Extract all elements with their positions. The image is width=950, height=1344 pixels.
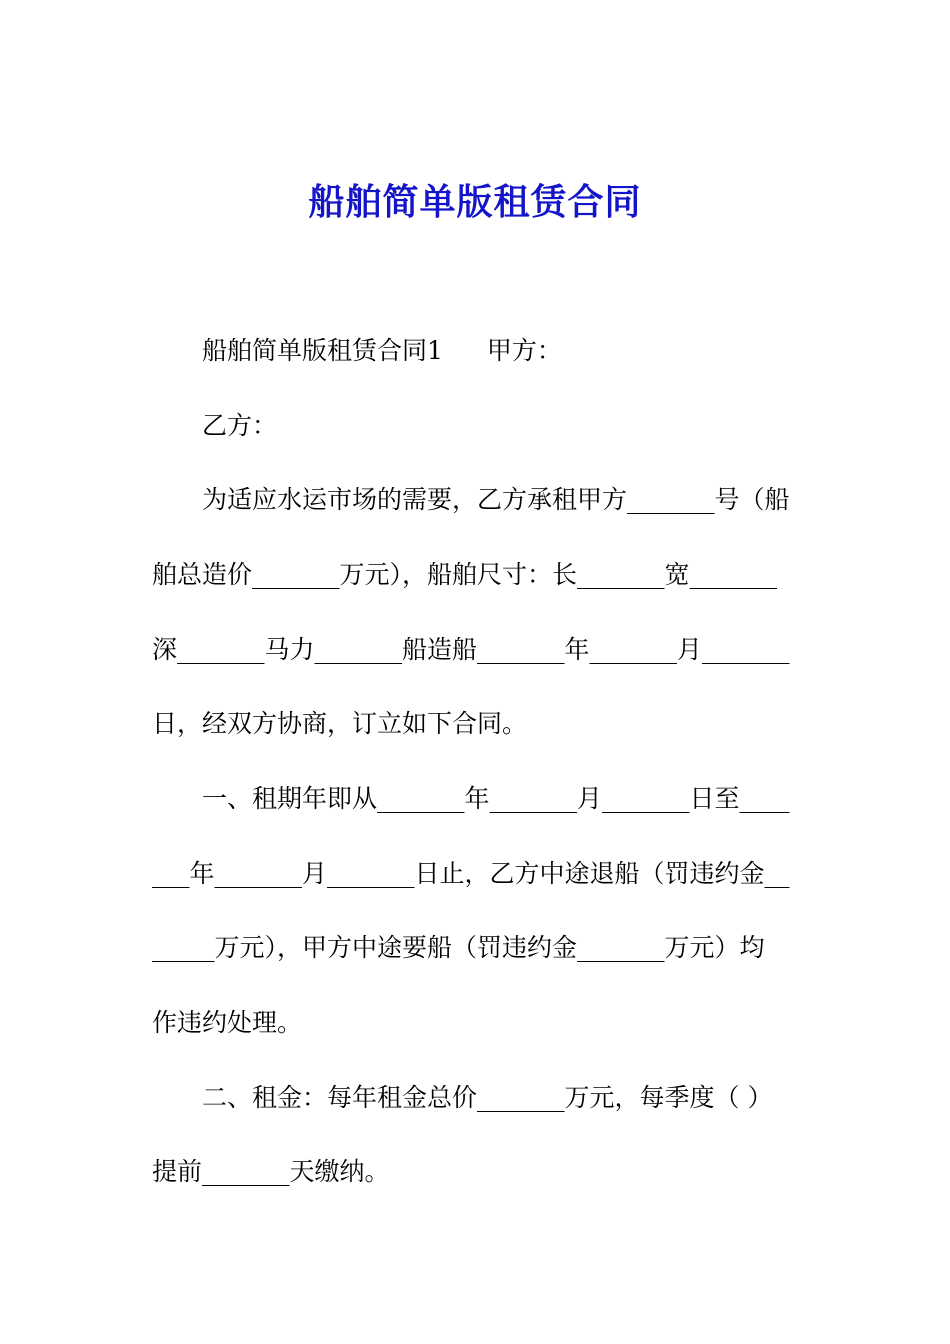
party-b-label: 乙方： bbox=[202, 411, 278, 440]
paragraph-line-12: 提前_______天缴纳。 bbox=[152, 1157, 390, 1186]
paragraph-line-8: ___年_______月_______日止，乙方中途退船（罚违约金__ bbox=[152, 859, 790, 888]
paragraph-line-6: 日，经双方协商，订立如下合同。 bbox=[152, 709, 528, 738]
paragraph-line-1 bbox=[202, 333, 812, 369]
paragraph-line-11: 二、租金：每年租金总价_______万元，每季度（ ） bbox=[202, 1083, 773, 1112]
paragraph-line-7: 一、租期年即从_______年_______月_______日至____ bbox=[202, 784, 790, 813]
party-a-label: 甲方： bbox=[486, 336, 562, 365]
paragraph-line-4: 舶总造价_______万元），船舶尺寸：长_______宽_______ bbox=[152, 560, 778, 589]
paragraph-line-5: 深_______马力_______船造船_______年_______月_______ bbox=[152, 635, 790, 664]
contract-subtitle: 船舶简单版租赁合同1 bbox=[202, 336, 443, 365]
paragraph-line-9: _____万元），甲方中途要船（罚违约金_______万元）均 bbox=[152, 933, 765, 962]
paragraph-line-3: 为适应水运市场的需要，乙方承租甲方_______号（船 bbox=[202, 485, 790, 514]
paragraph-line-10: 作违约处理。 bbox=[152, 1008, 303, 1037]
document-title: 船舶简单版租赁合同 bbox=[308, 181, 642, 223]
